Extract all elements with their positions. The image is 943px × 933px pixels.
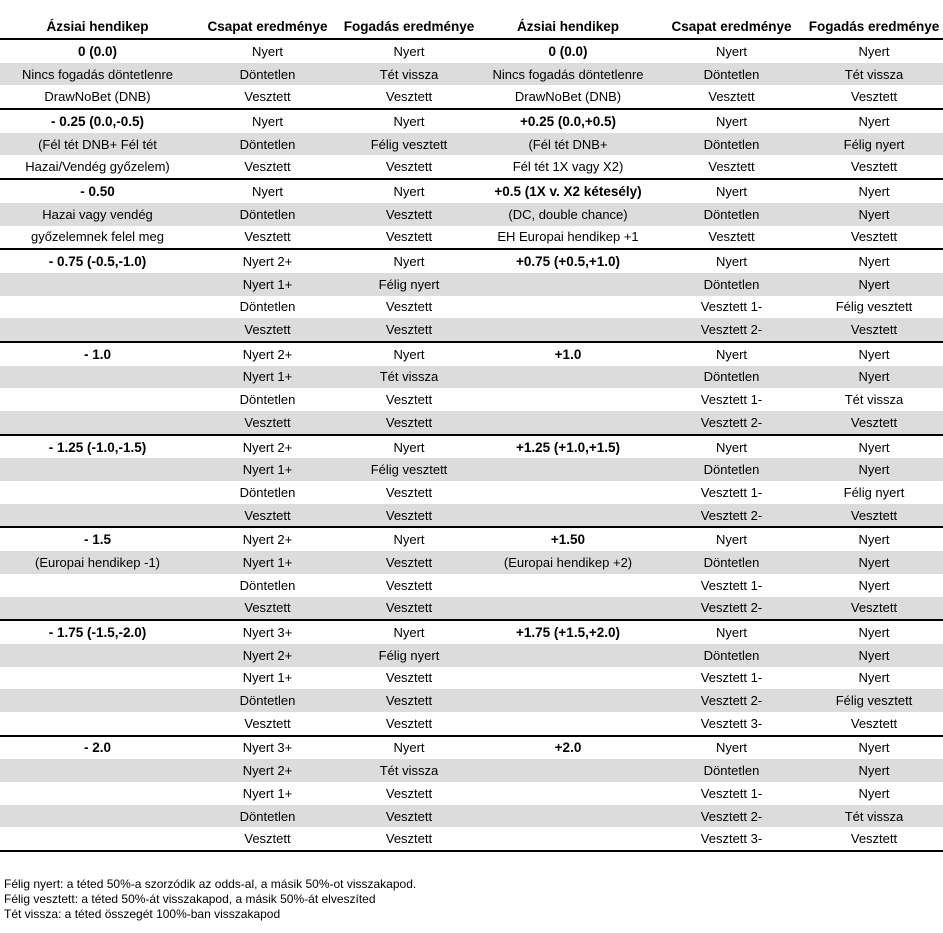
cell-bet-result-away: Vesztett xyxy=(850,831,898,847)
cell-bet-result-home: Félig nyert xyxy=(378,647,440,663)
cell-handicap-away: +0.75 (+0.5,+1.0) xyxy=(516,254,620,270)
table-row xyxy=(0,388,943,411)
table-row xyxy=(0,759,943,782)
cell-team-result-away: Vesztett 2- xyxy=(700,322,763,338)
cell-handicap-away: +0.5 (1X v. X2 kétesély) xyxy=(494,183,642,199)
cell-bet-result-away: Vesztett xyxy=(850,322,898,338)
cell-handicap-home: - 0.50 xyxy=(80,183,115,199)
cell-team-result-away: Nyert xyxy=(715,183,748,199)
table-row xyxy=(0,827,943,850)
cell-team-result-home: Nyert xyxy=(251,183,284,199)
cell-handicap-home xyxy=(0,296,195,319)
cell-bet-result-home: Vesztett xyxy=(385,322,433,338)
cell-bet-result-home: Vesztett xyxy=(385,577,433,593)
cell-handicap-home xyxy=(0,805,195,828)
cell-handicap-home: Nincs fogadás döntetlenre xyxy=(21,66,174,82)
cell-team-result-home: Döntetlen xyxy=(239,808,296,824)
cell-team-result-home: Nyert 2+ xyxy=(242,763,293,779)
header-bet-result-home: Fogadás eredménye xyxy=(343,19,475,34)
cell-handicap-away xyxy=(478,481,658,504)
cell-handicap-home: - 1.5 xyxy=(83,532,111,548)
table-row xyxy=(0,621,943,644)
cell-team-result-away: Döntetlen xyxy=(703,66,760,82)
table-row xyxy=(0,318,943,341)
cell-handicap-home xyxy=(0,712,195,735)
cell-bet-result-away: Nyert xyxy=(858,577,890,593)
cell-team-result-away: Nyert xyxy=(715,254,748,270)
cell-team-result-home: Nyert 1+ xyxy=(242,276,293,292)
cell-team-result-away: Vesztett 3- xyxy=(700,715,763,731)
cell-handicap-away xyxy=(478,504,658,527)
table-row xyxy=(0,689,943,712)
cell-team-result-home: Vesztett xyxy=(244,507,291,523)
cell-bet-result-home: Tét vissza xyxy=(379,369,439,385)
cell-team-result-away: Nyert xyxy=(715,532,748,548)
cell-bet-result-home: Nyert xyxy=(393,439,425,455)
cell-team-result-home: Vesztett xyxy=(244,414,291,430)
cell-bet-result-home: Félig nyert xyxy=(378,276,440,292)
header-team-result-home: Csapat eredménye xyxy=(207,19,328,34)
cell-handicap-away xyxy=(478,689,658,712)
cell-team-result-home: Nyert 2+ xyxy=(242,254,293,270)
cell-handicap-away: (Europai hendikep +2) xyxy=(503,554,633,570)
cell-team-result-home: Döntetlen xyxy=(239,66,296,82)
cell-team-result-home: Nyert 3+ xyxy=(242,625,293,641)
cell-team-result-away: Vesztett 2- xyxy=(700,693,763,709)
table-row xyxy=(0,458,943,481)
cell-handicap-away xyxy=(478,296,658,319)
table-row xyxy=(0,528,943,551)
cell-handicap-away: +2.0 xyxy=(554,740,582,756)
table-row xyxy=(0,504,943,527)
cell-team-result-away: Vesztett 1- xyxy=(700,299,763,315)
cell-handicap-away: 0 (0.0) xyxy=(548,43,588,59)
table-row xyxy=(0,85,943,108)
cell-bet-result-away: Félig nyert xyxy=(843,484,905,500)
cell-handicap-away: Nincs fogadás döntetlenre xyxy=(492,66,644,82)
cell-bet-result-away: Nyert xyxy=(858,554,890,570)
cell-handicap-home: (Fél tét DNB+ Fél tét xyxy=(38,136,157,152)
cell-bet-result-away: Nyert xyxy=(858,625,890,641)
cell-bet-result-away: Nyert xyxy=(858,740,890,756)
table-row xyxy=(0,40,943,63)
cell-bet-result-away: Nyert xyxy=(858,785,890,801)
cell-bet-result-home: Vesztett xyxy=(385,785,433,801)
cell-bet-result-home: Vesztett xyxy=(385,299,433,315)
cell-bet-result-home: Nyert xyxy=(393,740,425,756)
cell-team-result-away: Nyert xyxy=(715,439,748,455)
cell-handicap-home xyxy=(0,574,195,597)
cell-bet-result-home: Nyert xyxy=(393,254,425,270)
table-row xyxy=(0,597,943,620)
cell-bet-result-away: Nyert xyxy=(858,346,890,362)
cell-bet-result-away: Nyert xyxy=(858,647,890,663)
cell-bet-result-home: Nyert xyxy=(393,346,425,362)
cell-bet-result-away: Félig vesztett xyxy=(835,299,913,315)
cell-bet-result-home: Vesztett xyxy=(385,554,433,570)
table-row xyxy=(0,436,943,459)
cell-bet-result-home: Félig vesztett xyxy=(370,462,448,478)
legend-notes xyxy=(4,877,416,922)
table-row xyxy=(0,805,943,828)
table-row xyxy=(0,296,943,319)
table-row xyxy=(0,644,943,667)
cell-team-result-home: Nyert 1+ xyxy=(242,462,293,478)
cell-bet-result-away: Nyert xyxy=(858,462,890,478)
note-stake-back: Tét vissza: a téted összegét 100%-ban visszakapod xyxy=(4,907,281,921)
cell-bet-result-away: Nyert xyxy=(858,206,890,222)
cell-team-result-away: Döntetlen xyxy=(703,462,760,478)
cell-bet-result-home: Vesztett xyxy=(385,808,433,824)
cell-bet-result-away: Tét vissza xyxy=(844,392,904,408)
cell-team-result-home: Vesztett xyxy=(244,322,291,338)
cell-bet-result-away: Tét vissza xyxy=(844,808,904,824)
handicap-group xyxy=(0,343,943,436)
cell-bet-result-away: Nyert xyxy=(858,113,890,129)
table-row xyxy=(0,180,943,203)
cell-bet-result-away: Vesztett xyxy=(850,600,898,616)
cell-team-result-home: Vesztett xyxy=(244,89,291,105)
cell-team-result-home: Döntetlen xyxy=(239,693,296,709)
cell-team-result-away: Vesztett xyxy=(708,229,755,245)
table-row xyxy=(0,343,943,366)
cell-team-result-away: Nyert xyxy=(715,346,748,362)
cell-team-result-home: Döntetlen xyxy=(239,577,296,593)
cell-bet-result-home: Vesztett xyxy=(385,89,433,105)
cell-handicap-away xyxy=(478,712,658,735)
note-half-win: Félig nyert: a téted 50%-a szorzódik az odds-al, a másik 50%-ot visszakapod. xyxy=(4,877,417,891)
table-row xyxy=(0,782,943,805)
cell-bet-result-home: Vesztett xyxy=(385,831,433,847)
cell-team-result-home: Döntetlen xyxy=(239,484,296,500)
cell-handicap-home xyxy=(0,318,195,341)
note-half-loss: Félig vesztett: a téted 50%-át visszakapod, a másik 50%-át elveszíted xyxy=(4,892,376,906)
table-row xyxy=(0,737,943,760)
cell-team-result-home: Nyert 2+ xyxy=(242,532,293,548)
handicap-group xyxy=(0,40,943,110)
table-row xyxy=(0,133,943,156)
cell-team-result-away: Vesztett 1- xyxy=(700,484,763,500)
cell-handicap-away xyxy=(478,597,658,620)
cell-handicap-home xyxy=(0,481,195,504)
cell-team-result-away: Döntetlen xyxy=(703,276,760,292)
cell-bet-result-away: Nyert xyxy=(858,439,890,455)
cell-bet-result-away: Nyert xyxy=(858,276,890,292)
cell-bet-result-home: Vesztett xyxy=(385,715,433,731)
cell-handicap-home: - 1.75 (-1.5,-2.0) xyxy=(48,625,147,641)
table-row xyxy=(0,63,943,86)
table-row xyxy=(0,155,943,178)
table-row xyxy=(0,574,943,597)
cell-handicap-away xyxy=(478,411,658,434)
cell-bet-result-home: Vesztett xyxy=(385,670,433,686)
cell-handicap-away: DrawNoBet (DNB) xyxy=(514,89,622,105)
cell-team-result-home: Nyert 3+ xyxy=(242,740,293,756)
header-asian-handicap-away: Ázsiai hendikep xyxy=(516,19,620,34)
cell-bet-result-away: Nyert xyxy=(858,254,890,270)
handicap-group xyxy=(0,180,943,250)
cell-team-result-away: Vesztett 2- xyxy=(700,507,763,523)
table-row xyxy=(0,667,943,690)
cell-handicap-home: - 1.25 (-1.0,-1.5) xyxy=(48,439,147,455)
cell-bet-result-away: Vesztett xyxy=(850,507,898,523)
cell-handicap-home: DrawNoBet (DNB) xyxy=(44,89,151,105)
table-row xyxy=(0,481,943,504)
header-asian-handicap-home: Ázsiai hendikep xyxy=(46,19,149,34)
cell-team-result-home: Nyert 2+ xyxy=(242,647,293,663)
cell-bet-result-home: Nyert xyxy=(393,183,425,199)
cell-team-result-away: Vesztett 2- xyxy=(700,808,763,824)
cell-team-result-away: Vesztett 3- xyxy=(700,831,763,847)
cell-team-result-home: Vesztett xyxy=(244,831,291,847)
table-row xyxy=(0,411,943,434)
handicap-group xyxy=(0,250,943,343)
cell-bet-result-away: Nyert xyxy=(858,183,890,199)
cell-team-result-home: Vesztett xyxy=(244,600,291,616)
cell-handicap-home: győzelemnek felel meg xyxy=(31,229,164,245)
cell-handicap-home: Hazai/Vendég győzelem) xyxy=(25,159,170,175)
cell-handicap-home xyxy=(0,759,195,782)
cell-handicap-away xyxy=(478,644,658,667)
cell-handicap-away: (DC, double chance) xyxy=(508,206,628,222)
cell-bet-result-away: Félig nyert xyxy=(843,136,905,152)
cell-team-result-home: Nyert 1+ xyxy=(242,785,293,801)
cell-bet-result-away: Vesztett xyxy=(850,89,898,105)
cell-handicap-home xyxy=(0,782,195,805)
cell-handicap-away xyxy=(478,667,658,690)
cell-bet-result-away: Nyert xyxy=(858,43,890,59)
table-header xyxy=(0,0,943,40)
cell-handicap-away xyxy=(478,574,658,597)
cell-handicap-away xyxy=(478,458,658,481)
cell-handicap-home xyxy=(0,411,195,434)
cell-bet-result-home: Nyert xyxy=(393,113,425,129)
cell-bet-result-home: Vesztett xyxy=(385,159,433,175)
cell-bet-result-home: Tét vissza xyxy=(379,763,439,779)
cell-bet-result-away: Vesztett xyxy=(850,414,898,430)
cell-bet-result-home: Vesztett xyxy=(385,693,433,709)
cell-team-result-home: Nyert 1+ xyxy=(242,554,293,570)
cell-handicap-away: EH Europai hendikep +1 xyxy=(497,229,639,245)
handicap-group xyxy=(0,621,943,736)
table-row xyxy=(0,110,943,133)
header-team-result-away: Csapat eredménye xyxy=(671,19,792,34)
cell-handicap-home xyxy=(0,388,195,411)
cell-bet-result-away: Vesztett xyxy=(850,715,898,731)
handicap-group xyxy=(0,737,943,852)
cell-team-result-away: Döntetlen xyxy=(703,647,760,663)
cell-handicap-home: - 1.0 xyxy=(83,346,111,362)
cell-handicap-home: Hazai vagy vendég xyxy=(42,206,153,222)
cell-handicap-away: +1.25 (+1.0,+1.5) xyxy=(516,439,620,455)
cell-handicap-home: (Europai hendikep -1) xyxy=(34,554,161,570)
cell-bet-result-away: Nyert xyxy=(858,670,890,686)
cell-team-result-home: Nyert xyxy=(251,43,284,59)
cell-handicap-home xyxy=(0,366,195,389)
handicap-group xyxy=(0,110,943,180)
cell-team-result-home: Döntetlen xyxy=(239,392,296,408)
cell-handicap-home xyxy=(0,644,195,667)
cell-bet-result-away: Tét vissza xyxy=(844,66,904,82)
cell-team-result-home: Nyert 1+ xyxy=(242,670,293,686)
cell-bet-result-home: Tét vissza xyxy=(379,66,439,82)
cell-handicap-away xyxy=(478,782,658,805)
cell-bet-result-away: Vesztett xyxy=(850,159,898,175)
cell-handicap-home: 0 (0.0) xyxy=(77,43,118,59)
cell-team-result-away: Döntetlen xyxy=(703,206,760,222)
cell-bet-result-home: Nyert xyxy=(393,532,425,548)
cell-handicap-home xyxy=(0,827,195,850)
cell-handicap-away: (Fél tét DNB+ xyxy=(528,136,608,152)
cell-team-result-away: Vesztett 1- xyxy=(700,577,763,593)
table-row xyxy=(0,250,943,273)
cell-bet-result-away: Vesztett xyxy=(850,229,898,245)
cell-handicap-away xyxy=(478,827,658,850)
cell-handicap-home xyxy=(0,504,195,527)
table-row xyxy=(0,273,943,296)
cell-team-result-away: Vesztett 2- xyxy=(700,600,763,616)
handicap-group xyxy=(0,436,943,529)
cell-team-result-home: Nyert 1+ xyxy=(242,369,293,385)
cell-bet-result-home: Nyert xyxy=(393,43,425,59)
cell-team-result-away: Nyert xyxy=(715,43,748,59)
cell-team-result-home: Vesztett xyxy=(244,715,291,731)
cell-team-result-away: Vesztett 1- xyxy=(700,785,763,801)
cell-team-result-away: Nyert xyxy=(715,740,748,756)
cell-handicap-home xyxy=(0,458,195,481)
cell-team-result-away: Döntetlen xyxy=(703,554,760,570)
cell-bet-result-home: Vesztett xyxy=(385,484,433,500)
cell-bet-result-home: Vesztett xyxy=(385,206,433,222)
cell-handicap-away xyxy=(478,388,658,411)
cell-handicap-away: +1.75 (+1.5,+2.0) xyxy=(516,625,620,641)
cell-handicap-away xyxy=(478,805,658,828)
cell-bet-result-home: Vesztett xyxy=(385,229,433,245)
cell-handicap-away: +1.50 xyxy=(550,532,586,548)
cell-team-result-away: Vesztett 1- xyxy=(700,670,763,686)
cell-handicap-home: - 0.75 (-0.5,-1.0) xyxy=(48,254,147,270)
cell-team-result-home: Nyert 2+ xyxy=(242,346,293,362)
cell-bet-result-home: Nyert xyxy=(393,625,425,641)
cell-handicap-home: - 2.0 xyxy=(83,740,111,756)
cell-team-result-home: Nyert 2+ xyxy=(242,439,293,455)
table-row xyxy=(0,226,943,249)
cell-team-result-away: Vesztett 2- xyxy=(700,414,763,430)
cell-bet-result-away: Nyert xyxy=(858,763,890,779)
cell-team-result-away: Döntetlen xyxy=(703,136,760,152)
table-row xyxy=(0,712,943,735)
cell-bet-result-away: Nyert xyxy=(858,532,890,548)
cell-team-result-home: Döntetlen xyxy=(239,206,296,222)
cell-bet-result-away: Nyert xyxy=(858,369,890,385)
cell-team-result-away: Vesztett xyxy=(708,159,755,175)
cell-team-result-away: Nyert xyxy=(715,625,748,641)
cell-team-result-away: Nyert xyxy=(715,113,748,129)
cell-handicap-away: Fél tét 1X vagy X2) xyxy=(512,159,624,175)
cell-team-result-away: Vesztett xyxy=(708,89,755,105)
cell-handicap-away xyxy=(478,759,658,782)
cell-handicap-away: +1.0 xyxy=(554,346,582,362)
table-row xyxy=(0,203,943,226)
cell-bet-result-home: Vesztett xyxy=(385,392,433,408)
cell-team-result-home: Vesztett xyxy=(244,159,291,175)
cell-bet-result-home: Félig vesztett xyxy=(370,136,448,152)
cell-handicap-home xyxy=(0,667,195,690)
cell-bet-result-home: Vesztett xyxy=(385,600,433,616)
cell-handicap-home: - 0.25 (0.0,-0.5) xyxy=(50,113,145,129)
cell-handicap-home xyxy=(0,597,195,620)
handicap-group xyxy=(0,528,943,621)
cell-team-result-home: Nyert xyxy=(251,113,284,129)
cell-team-result-home: Döntetlen xyxy=(239,136,296,152)
cell-team-result-away: Döntetlen xyxy=(703,763,760,779)
table-body xyxy=(0,40,943,852)
cell-handicap-away: +0.25 (0.0,+0.5) xyxy=(519,113,617,129)
cell-bet-result-away: Félig vesztett xyxy=(835,693,913,709)
cell-team-result-home: Döntetlen xyxy=(239,299,296,315)
cell-handicap-away xyxy=(478,366,658,389)
cell-team-result-away: Döntetlen xyxy=(703,369,760,385)
cell-bet-result-home: Vesztett xyxy=(385,414,433,430)
cell-handicap-away xyxy=(478,273,658,296)
cell-handicap-away xyxy=(478,318,658,341)
cell-handicap-home xyxy=(0,273,195,296)
cell-team-result-home: Vesztett xyxy=(244,229,291,245)
table-row xyxy=(0,366,943,389)
cell-team-result-away: Vesztett 1- xyxy=(700,392,763,408)
cell-handicap-home xyxy=(0,689,195,712)
table-row xyxy=(0,551,943,574)
header-bet-result-away: Fogadás eredménye xyxy=(808,19,940,34)
cell-bet-result-home: Vesztett xyxy=(385,507,433,523)
